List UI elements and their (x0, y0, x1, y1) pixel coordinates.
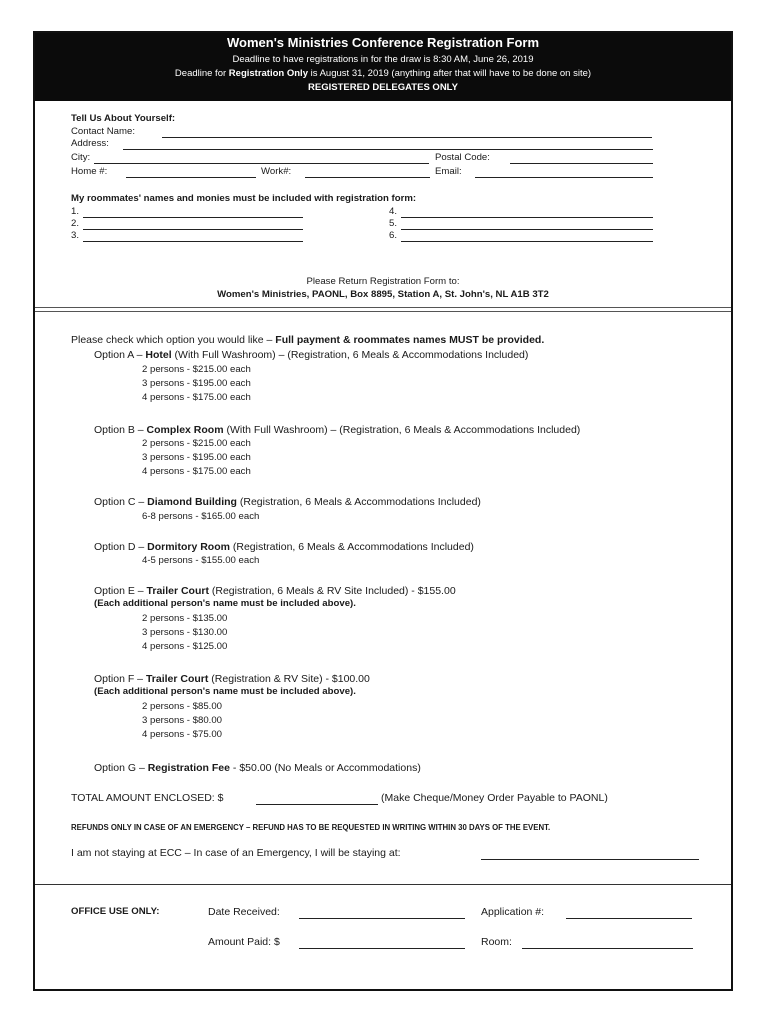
option-e[interactable]: Option E – Trailer Court (Registration, 6 Meals & RV Site Included) - $155.00 (94, 585, 456, 597)
roommate-field-5[interactable] (401, 229, 653, 230)
option-d[interactable]: Option D – Dormitory Room (Registration, 6 Meals & Accommodations Included) (94, 541, 474, 553)
option-f-price: 4 persons - $75.00 (142, 729, 223, 740)
option-e-price: 3 persons - $130.00 (142, 627, 228, 638)
application-number-field[interactable] (566, 918, 692, 919)
registration-deadline: Deadline for Registration Only is August 31, 2019 (anything after that will have to be done on site) (174, 68, 592, 79)
work-phone-label: Work#: (261, 166, 292, 177)
room-label: Room: (481, 936, 512, 948)
option-b-price: 4 persons - $175.00 each (142, 466, 251, 477)
roommate-number: 6. (389, 230, 398, 241)
option-b[interactable]: Option B – Complex Room (With Full Washroom) – (Registration, 6 Meals & Accommodations Included) (94, 424, 581, 436)
address-field[interactable] (123, 149, 653, 150)
option-c-price: 6-8 persons - $165.00 each (142, 511, 260, 522)
roommate-field-2[interactable] (83, 229, 303, 230)
total-label: TOTAL AMOUNT ENCLOSED: $ (71, 792, 224, 804)
address-label: Address: (71, 138, 109, 149)
amount-paid-field[interactable] (299, 948, 465, 949)
not-staying-label: I am not staying at ECC – In case of an Emergency, I will be staying at: (71, 847, 401, 859)
option-a[interactable]: Option A – Hotel (With Full Washroom) – (Registration, 6 Meals & Accommodations Included) (94, 349, 529, 361)
date-received-label: Date Received: (208, 906, 280, 918)
option-f-price: 3 persons - $80.00 (142, 715, 223, 726)
roommate-number: 4. (389, 206, 398, 217)
amount-paid-label: Amount Paid: $ (208, 936, 280, 948)
roommate-field-4[interactable] (401, 217, 653, 218)
roommate-field-3[interactable] (83, 241, 303, 242)
roommate-number: 5. (389, 218, 398, 229)
email-label: Email: (435, 166, 462, 177)
form-header (35, 33, 731, 101)
options-intro: Please check which option you would like – Full payment & roommates names MUST be provided. (71, 334, 545, 346)
refund-policy: REFUNDS ONLY IN CASE OF AN EMERGENCY – REFUND HAS TO BE REQUESTED IN WRITING WITHIN 30 DAYS OF THE EVENT. (71, 823, 551, 832)
return-address: Women's Ministries, PAONL, Box 8895, Station A, St. John's, NL A1B 3T2 (217, 289, 549, 300)
work-phone-field[interactable] (305, 177, 430, 178)
emergency-location-field[interactable] (481, 859, 699, 860)
room-field[interactable] (522, 948, 693, 949)
option-a-price: 2 persons - $215.00 each (142, 364, 251, 375)
draw-deadline: Deadline to have registrations in for the draw is 8:30 AM, June 26, 2019 (232, 54, 534, 65)
form-title: Women's Ministries Conference Registration Form (226, 35, 540, 50)
option-b-price: 2 persons - $215.00 each (142, 438, 251, 449)
contact-name-field[interactable] (162, 137, 652, 138)
home-phone-field[interactable] (126, 177, 256, 178)
office-use-heading: OFFICE USE ONLY: (71, 906, 160, 917)
registration-form (33, 31, 733, 991)
option-e-price: 2 persons - $135.00 (142, 613, 228, 624)
about-heading: Tell Us About Yourself: (71, 113, 176, 124)
contact-name-label: Contact Name: (71, 126, 135, 137)
option-b-price: 3 persons - $195.00 each (142, 452, 251, 463)
home-phone-label: Home #: (71, 166, 108, 177)
return-heading: Please Return Registration Form to: (306, 276, 460, 287)
delegates-notice: REGISTERED DELEGATES ONLY (308, 82, 458, 93)
application-number-label: Application #: (481, 906, 545, 918)
option-f-price: 2 persons - $85.00 (142, 701, 223, 712)
option-e-price: 4 persons - $125.00 (142, 641, 228, 652)
total-amount-field[interactable] (256, 804, 378, 805)
section-divider (35, 884, 731, 885)
option-e-note: (Each additional person's name must be included above). (94, 598, 356, 609)
option-f-note: (Each additional person's name must be included above). (94, 686, 356, 697)
option-a-price: 4 persons - $175.00 each (142, 392, 251, 403)
option-d-price: 4-5 persons - $155.00 each (142, 555, 260, 566)
roommate-number: 1. (71, 206, 80, 217)
city-label: City: (71, 152, 91, 163)
postal-code-label: Postal Code: (435, 152, 490, 163)
option-a-price: 3 persons - $195.00 each (142, 378, 251, 389)
option-g[interactable]: Option G – Registration Fee - $50.00 (No Meals or Accommodations) (94, 762, 421, 774)
roommate-field-6[interactable] (401, 241, 653, 242)
option-f[interactable]: Option F – Trailer Court (Registration & RV Site) - $100.00 (94, 673, 370, 685)
payment-note: (Make Cheque/Money Order Payable to PAONL) (381, 792, 608, 804)
email-field[interactable] (475, 177, 653, 178)
section-divider (35, 311, 731, 312)
roommates-heading: My roommates' names and monies must be included with registration form: (71, 193, 417, 204)
city-field[interactable] (94, 163, 429, 164)
roommate-number: 2. (71, 218, 80, 229)
option-c[interactable]: Option C – Diamond Building (Registration, 6 Meals & Accommodations Included) (94, 496, 481, 508)
roommate-field-1[interactable] (83, 217, 303, 218)
roommate-number: 3. (71, 230, 80, 241)
date-received-field[interactable] (299, 918, 465, 919)
section-divider (35, 307, 731, 308)
postal-code-field[interactable] (510, 163, 653, 164)
